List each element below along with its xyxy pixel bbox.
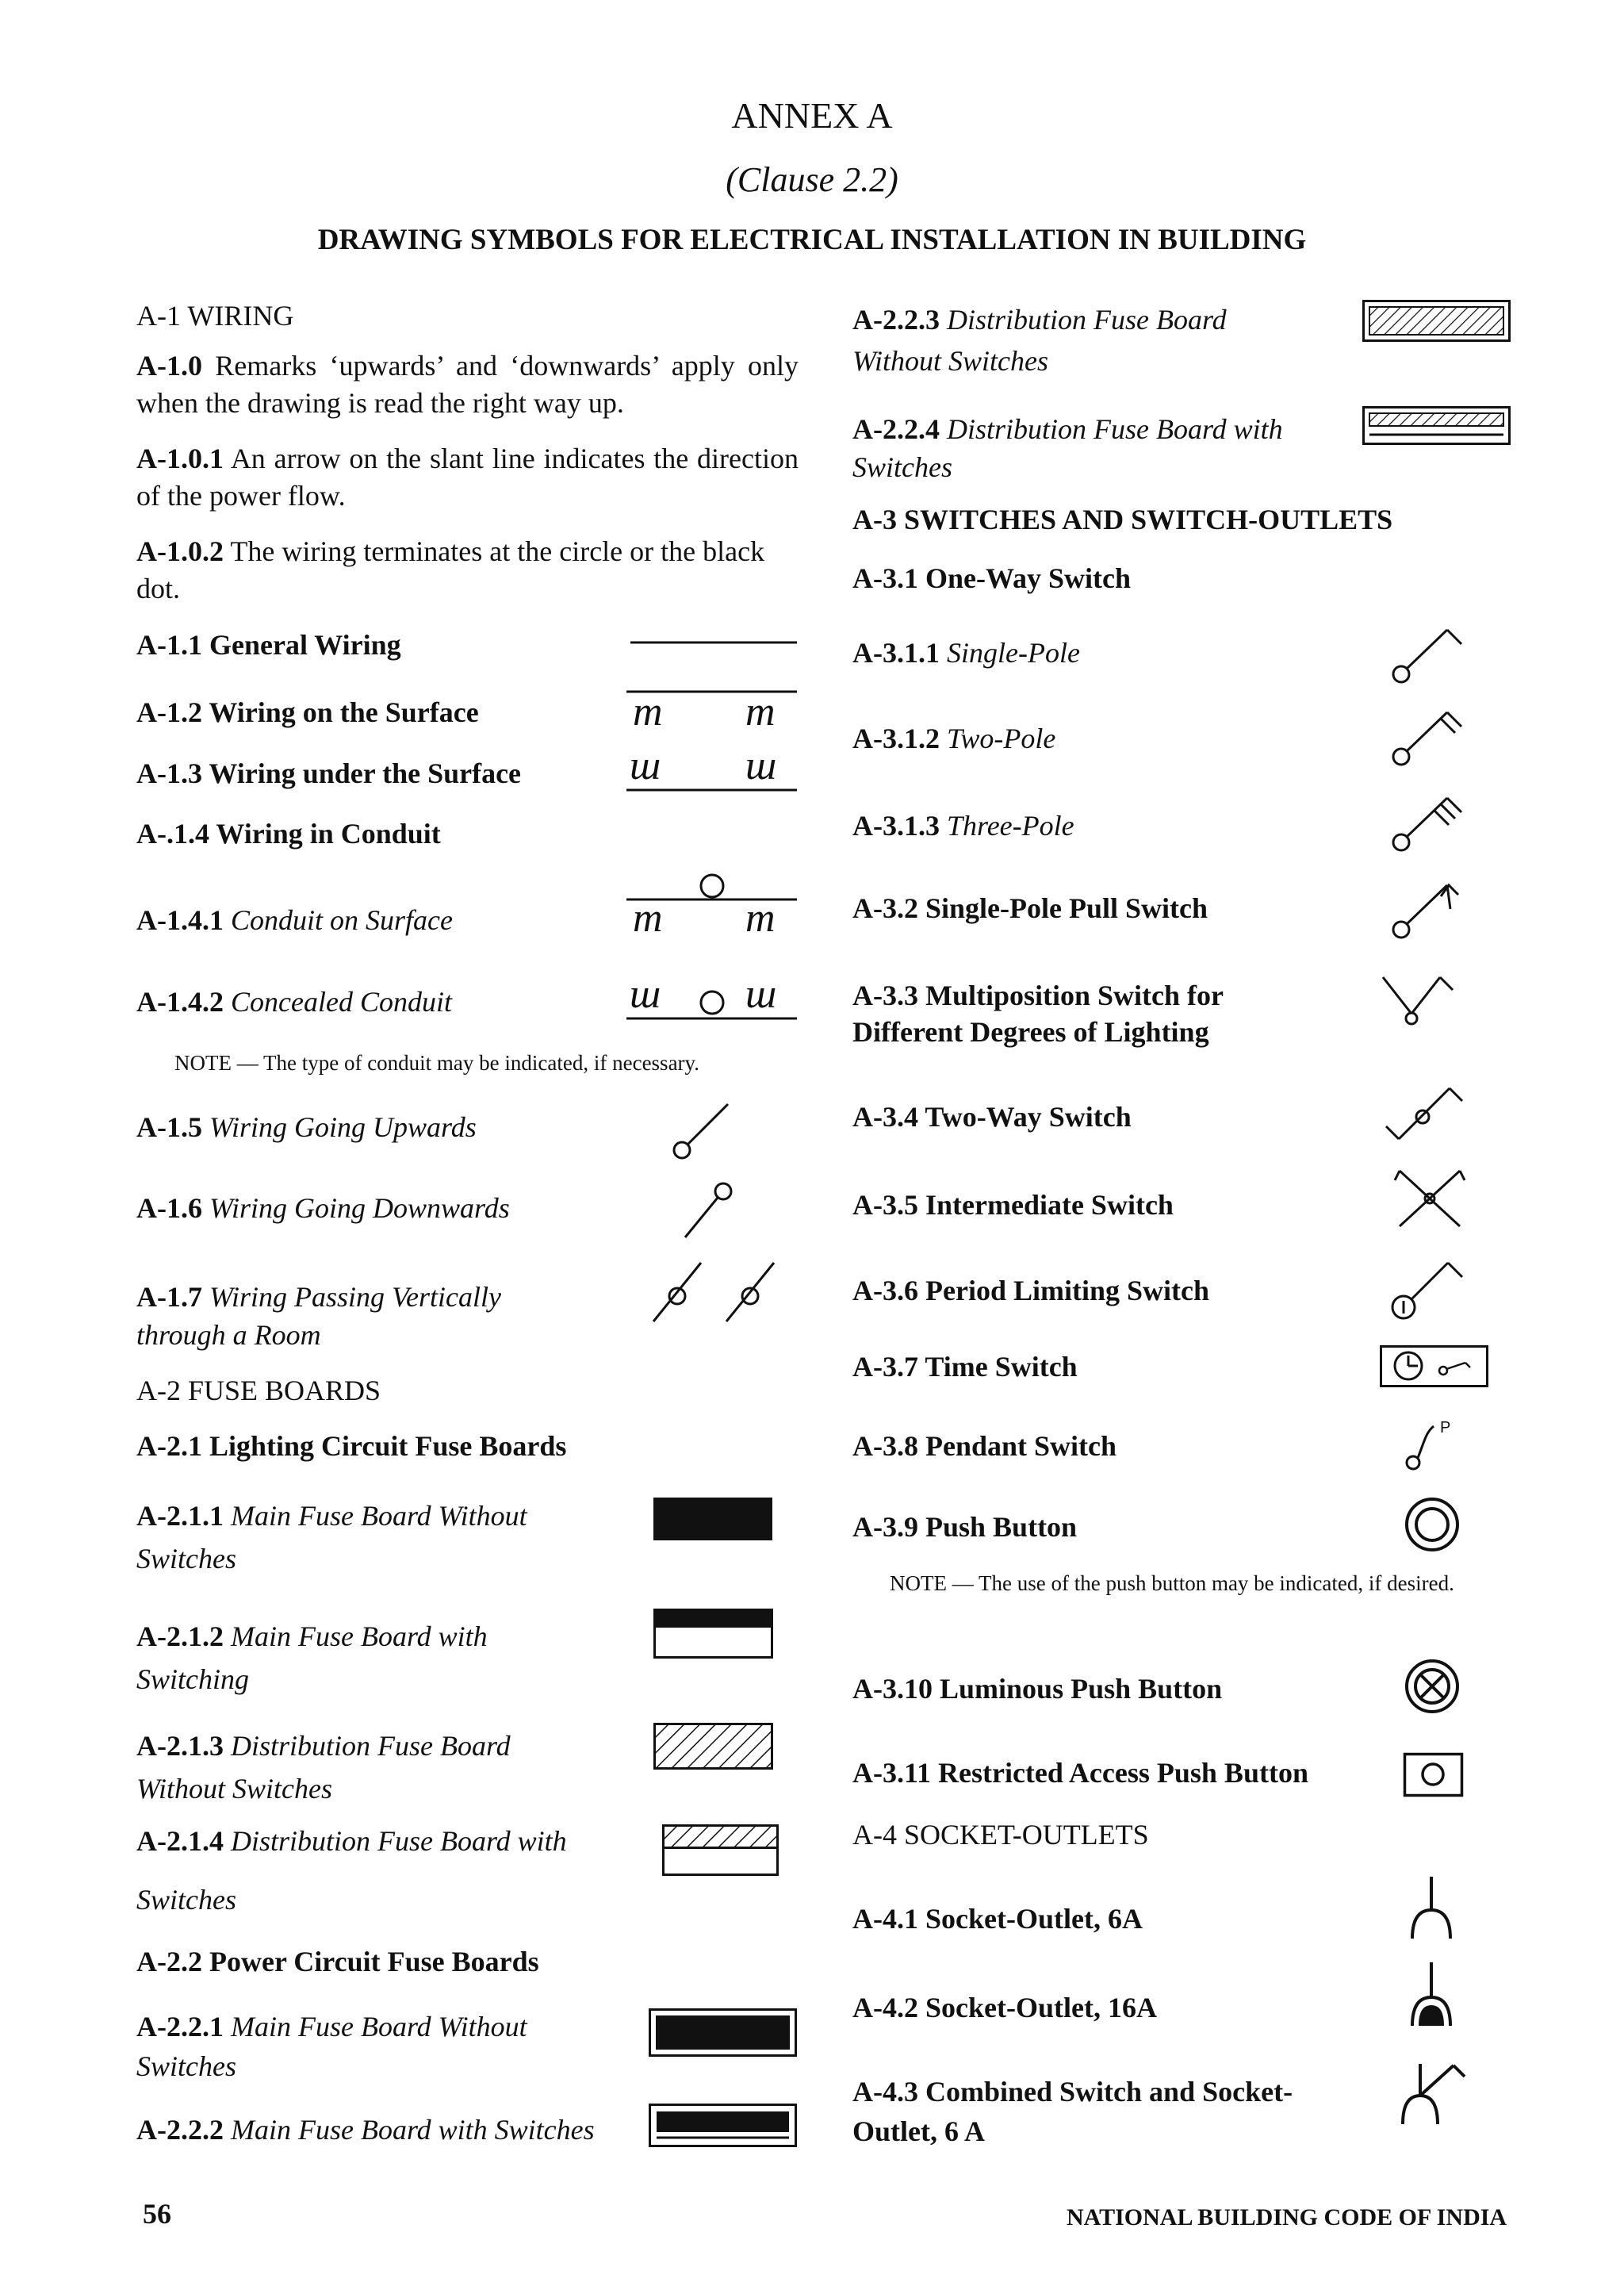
item-a4-1: A-4.1 Socket-Outlet, 6A bbox=[852, 1903, 1143, 1935]
period-limiting-switch-icon bbox=[1389, 1253, 1469, 1325]
item-a1-4-1: A-1.4.1 Conduit on Surface bbox=[136, 904, 453, 936]
item-a3-4: A-3.4 Two-Way Switch bbox=[852, 1101, 1132, 1133]
item-a3-3-l1: A-3.3 Multiposition Switch for bbox=[852, 980, 1224, 1011]
item-a3-5: A-3.5 Intermediate Switch bbox=[852, 1189, 1174, 1221]
power-distribution-fuse-board-switches-icon bbox=[1362, 406, 1513, 446]
power-main-fuse-board-icon bbox=[649, 2008, 799, 2058]
item-a2-1-4-l2: Switches bbox=[136, 1884, 236, 1916]
conduit-surface-icon: m m bbox=[626, 873, 801, 944]
item-a1-3: A-1.3 Wiring under the Surface bbox=[136, 757, 522, 789]
item-a2-1-3-l2: Without Switches bbox=[136, 1773, 332, 1805]
item-a2-1-4-l1: A-2.1.4 Distribution Fuse Board with bbox=[136, 1825, 567, 1857]
luminous-push-button-icon bbox=[1404, 1658, 1461, 1715]
para-a1-0-2: A-1.0.2 The wiring terminates at the circle or the black dot. bbox=[136, 535, 765, 604]
wiring-vertical-icon bbox=[650, 1258, 793, 1329]
item-a2-2-1-l2: Switches bbox=[136, 2050, 236, 2082]
item-a2-1-1-l1: A-2.1.1 Main Fuse Board Without bbox=[136, 1500, 527, 1532]
pull-switch-icon bbox=[1392, 877, 1471, 941]
item-a1-5: A-1.5 Wiring Going Upwards bbox=[136, 1111, 477, 1143]
power-main-fuse-board-switches-icon bbox=[649, 2104, 799, 2148]
power-distribution-fuse-board-icon bbox=[1362, 300, 1513, 343]
section-a1: A-1 WIRING bbox=[136, 300, 294, 332]
section-a2: A-2 FUSE BOARDS bbox=[136, 1375, 381, 1406]
item-a1-6: A-1.6 Wiring Going Downwards bbox=[136, 1192, 510, 1224]
push-button-icon bbox=[1404, 1496, 1461, 1553]
item-a1-7-l2: through a Room bbox=[136, 1319, 321, 1351]
item-a1-4-2: A-1.4.2 Concealed Conduit bbox=[136, 986, 452, 1018]
pendant-switch-icon: P bbox=[1405, 1418, 1453, 1474]
item-a3-9: A-3.9 Push Button bbox=[852, 1511, 1078, 1543]
clause-reference: (Clause 2.2) bbox=[726, 160, 898, 199]
section-a3: A-3 SWITCHES AND SWITCH-OUTLETS bbox=[852, 504, 1393, 535]
item-a3-8: A-3.8 Pendant Switch bbox=[852, 1430, 1117, 1462]
item-a2-2-3-l1: A-2.2.3 Distribution Fuse Board bbox=[852, 304, 1227, 336]
item-a2-2-1-l1: A-2.2.1 Main Fuse Board Without bbox=[136, 2011, 527, 2042]
note-push-button: NOTE — The use of the push button may be indicated, if desired. bbox=[890, 1571, 1454, 1595]
item-a3-11: A-3.11 Restricted Access Push Button bbox=[852, 1757, 1308, 1789]
item-a4-2: A-4.2 Socket-Outlet, 16A bbox=[852, 1992, 1157, 2023]
item-a3-7: A-3.7 Time Switch bbox=[852, 1351, 1078, 1383]
item-a2-2: A-2.2 Power Circuit Fuse Boards bbox=[136, 1946, 539, 1977]
note-conduit: NOTE — The type of conduit may be indicated, if necessary. bbox=[174, 1051, 700, 1075]
two-pole-switch-icon bbox=[1392, 704, 1471, 768]
distribution-fuse-board-switches-icon bbox=[662, 1824, 781, 1880]
three-pole-switch-icon bbox=[1392, 790, 1471, 853]
socket-outlet-16a-icon bbox=[1408, 1961, 1455, 2031]
item-a3-1-1: A-3.1.1 Single-Pole bbox=[852, 637, 1080, 669]
multiposition-switch-icon bbox=[1380, 966, 1467, 1030]
item-a2-2-4-l2: Switches bbox=[852, 451, 952, 483]
socket-outlet-6a-icon bbox=[1408, 1875, 1455, 1942]
item-a3-2: A-3.2 Single-Pole Pull Switch bbox=[852, 892, 1208, 924]
main-fuse-board-switching-icon bbox=[653, 1609, 774, 1659]
single-pole-switch-icon bbox=[1392, 622, 1471, 685]
item-a3-6: A-3.6 Period Limiting Switch bbox=[852, 1275, 1209, 1306]
item-a3-10: A-3.10 Luminous Push Button bbox=[852, 1673, 1223, 1705]
main-fuse-board-icon bbox=[653, 1498, 774, 1542]
section-a4: A-4 SOCKET-OUTLETS bbox=[852, 1819, 1149, 1851]
item-a1-4: A-.1.4 Wiring in Conduit bbox=[136, 818, 441, 850]
item-a2-2-2: A-2.2.2 Main Fuse Board with Switches bbox=[136, 2114, 595, 2146]
time-switch-icon bbox=[1380, 1345, 1491, 1390]
item-a1-7-l1: A-1.7 Wiring Passing Vertically bbox=[136, 1281, 501, 1313]
distribution-fuse-board-icon bbox=[653, 1723, 774, 1770]
surface-wiring-icon: m m bbox=[633, 689, 776, 734]
item-a4-3-l2: Outlet, 6 A bbox=[852, 2115, 985, 2147]
para-a1-0: A-1.0 Remarks ‘upwards’ and ‘downwards’ apply only when the drawing is read the right way up. bbox=[136, 350, 799, 419]
general-wiring-icon bbox=[630, 641, 797, 644]
item-a2-2-3-l2: Without Switches bbox=[852, 345, 1048, 377]
publication-name: NATIONAL BUILDING CODE OF INDIA bbox=[1067, 2204, 1507, 2230]
page-number: 56 bbox=[143, 2198, 171, 2230]
restricted-push-button-icon bbox=[1404, 1753, 1464, 1797]
annex-heading: ANNEX A bbox=[731, 95, 893, 136]
intermediate-switch-icon bbox=[1392, 1163, 1471, 1234]
wiring-upwards-icon bbox=[672, 1101, 736, 1164]
item-a1-1: A-1.1 General Wiring bbox=[136, 629, 401, 661]
concealed-conduit-icon: ш ш bbox=[630, 972, 777, 1017]
item-a2-1-2-l1: A-2.1.2 Main Fuse Board with bbox=[136, 1620, 488, 1652]
item-a1-2: A-1.2 Wiring on the Surface bbox=[136, 696, 479, 728]
page-title: DRAWING SYMBOLS FOR ELECTRICAL INSTALLATION IN BUILDING bbox=[317, 224, 1307, 256]
item-a3-3-l2: Different Degrees of Lighting bbox=[852, 1016, 1209, 1048]
wiring-downwards-icon bbox=[682, 1179, 745, 1242]
item-a2-2-4-l1: A-2.2.4 Distribution Fuse Board with bbox=[852, 413, 1283, 445]
item-a3-1: A-3.1 One-Way Switch bbox=[852, 562, 1132, 594]
item-a3-1-2: A-3.1.2 Two-Pole bbox=[852, 723, 1056, 754]
para-a1-0-1: A-1.0.1 An arrow on the slant line indicates the direction of the power flow. bbox=[136, 443, 799, 512]
item-a2-1-2-l2: Switching bbox=[136, 1663, 249, 1695]
item-a2-1-3-l1: A-2.1.3 Distribution Fuse Board bbox=[136, 1730, 511, 1762]
item-a2-1: A-2.1 Lighting Circuit Fuse Boards bbox=[136, 1430, 567, 1462]
underground-wiring-icon: ш ш bbox=[630, 743, 777, 788]
combined-switch-socket-icon bbox=[1400, 2058, 1471, 2129]
item-a2-1-1-l2: Switches bbox=[136, 1543, 236, 1574]
item-a4-3-l1: A-4.3 Combined Switch and Socket- bbox=[852, 2076, 1293, 2107]
item-a3-1-3: A-3.1.3 Three-Pole bbox=[852, 810, 1074, 842]
two-way-switch-icon bbox=[1386, 1079, 1473, 1150]
